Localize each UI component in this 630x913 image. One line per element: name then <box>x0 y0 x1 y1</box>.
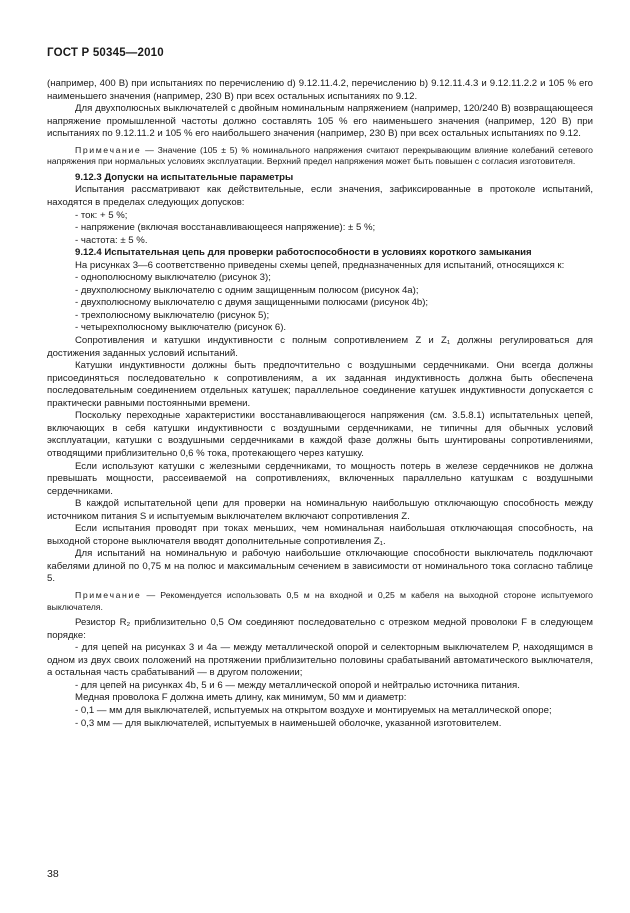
paragraph-11 <box>47 285 593 298</box>
paragraph-text: — Значение (105 ± 5) % номинального напряжения считают перекрывающим влияние колебаний сетевого напряжения при нормальных условиях эксплуатации. Верхний предел напряжения может быть повышен с согласия изготовителя. <box>47 144 593 167</box>
paragraph-18 <box>47 461 593 499</box>
paragraph-text: В каждой испытательной цепи для проверки на номинальную наибольшую отключающую способность между источником питания S и испытуемым выключателем включают сопротивления Z. <box>47 498 593 522</box>
paragraph-20 <box>47 523 593 548</box>
paragraph-14 <box>47 322 593 335</box>
paragraph-text: Примечание <box>75 144 142 155</box>
paragraph-text: - ток: + 5 %; <box>75 209 128 221</box>
paragraph-text: 9.12.3 Допуски на испытательные параметры <box>75 171 294 183</box>
paragraph-16 <box>47 360 593 410</box>
paragraph-text: Для испытаний на номинальную и рабочую наибольшие отключающие способности выключатель подключают кабелями длиной по 0,75 м на полюс и максимальным сечением в зависимости от номинального тока согласно таблице 5. <box>47 548 593 585</box>
paragraph-text: (например, 400 В) при испытаниях по перечислению d) 9.12.11.4.2, перечислению b) 9.12.11.4.3 и 9.12.11.2.2 и 105 % его наименьшего значения (например, 230 В) при всех остальных испытаниях по 9.12. <box>47 78 593 102</box>
paragraph-13 <box>47 310 593 323</box>
paragraph-26 <box>47 692 593 705</box>
paragraph-text: - частота: ± 5 %. <box>75 234 148 246</box>
paragraph-7 <box>47 235 593 248</box>
paragraph-text: — Рекомендуется использовать 0,5 м на входной и 0,25 м кабеля на выходной стороне испытуемого выключателя. <box>47 589 593 612</box>
paragraph-text: 9.12.4 Испытательная цепь для проверки работоспособности в условиях короткого замыкания <box>75 247 532 259</box>
paragraph-10 <box>47 272 593 285</box>
document-body <box>47 78 593 730</box>
paragraph-text: Примечание <box>75 589 142 600</box>
paragraph-text: Поскольку переходные характеристики восстанавливающегося напряжения (см. 3.5.8.1) испытательных цепей, включающих в себя катушки индуктивности с воздушными сердечниками, не типичны для обычных условий эксплуатации, катушки с воздушными сердечниками в каждой фазе должны быть шунтированы сопротивлениями, отводящими приблизительно 0,6 % тока, протекающего через катушку. <box>47 410 593 459</box>
paragraph-17 <box>47 410 593 460</box>
paragraph-text: - 0,1 — мм для выключателей, испытуемых на открытом воздухе и монтируемых на металлической опоре; <box>75 704 552 716</box>
paragraph-text: - четырехполюсному выключателю (рисунок 6). <box>75 322 287 334</box>
paragraph-6 <box>47 222 593 235</box>
paragraph-text: - для цепей на рисунках 3 и 4а — между металлической опорой и селекторным выключателем P, находящимся в одном из двух своих положений на протяжении приблизительно половины срабатываний автоматического выключателя, а остальная часть срабатываний — в другом положении; <box>47 642 593 679</box>
paragraph-text: - двухполюсному выключателю с одним защищенным полюсом (рисунок 4а); <box>75 284 419 296</box>
paragraph-23 <box>47 617 593 642</box>
paragraph-19 <box>47 498 593 523</box>
paragraph-15 <box>47 335 593 360</box>
paragraph-text: Испытания рассматривают как действительные, если значения, зафиксированные в протоколе испытаний, находятся в пределах следующих допусков: <box>47 184 593 209</box>
paragraph-text: Если испытания проводят при токах меньших, чем номинальная наибольшая отключающая способность, на выходной стороне выключателя вводят дополнительные сопротивления Z₁. <box>47 523 593 547</box>
paragraph-25 <box>47 680 593 693</box>
paragraph-text: - 0,3 мм — для выключателей, испытуемых в наименьшей оболочке, указанной изготовителем. <box>75 717 502 729</box>
paragraph-2 <box>47 145 593 168</box>
paragraph-text: - напряжение (включая восстанавливающееся напряжение): ± 5 %; <box>75 222 376 234</box>
paragraph-text: Если используют катушки с железными сердечниками, то мощность потерь в железе сердечников не должна превышать мощности, рассеиваемой на сопротивлениях, включенных параллельно катушкам с воздушными сердечниками. <box>47 460 593 497</box>
paragraph-text: Резистор R₂ приблизительно 0,5 Ом соединяют последовательно с отрезком медной проволоки F в следующем порядке: <box>47 617 593 641</box>
paragraph-3 <box>47 172 593 185</box>
paragraph-21 <box>47 548 593 586</box>
paragraph-8 <box>47 247 593 260</box>
paragraph-text: Для двухполюсных выключателей с двойным номинальным напряжением (например, 120/240 В) возвращающееся напряжение промышленной частоты должно составлять 105 % его наименьшего значения (например, 120 В) при испытаниях по 9.12.11.2 и 105 % его наибольшего значения (например, 230 В) при всех остальных испытаниях по 9.12. <box>47 103 593 140</box>
paragraph-24 <box>47 642 593 680</box>
paragraph-text: Медная проволока F должна иметь длину, как минимум, 50 мм и диаметр: <box>75 692 407 704</box>
paragraph-5 <box>47 210 593 223</box>
paragraph-12 <box>47 297 593 310</box>
paragraph-text: - однополюсному выключателю (рисунок 3); <box>75 272 271 284</box>
paragraph-1 <box>47 103 593 141</box>
paragraph-4 <box>47 184 593 209</box>
standard-designation: ГОСТ Р 50345—2010 <box>47 47 164 59</box>
paragraph-22 <box>47 590 593 613</box>
paragraph-text: На рисунках 3—6 соответственно приведены схемы цепей, предназначенных для испытаний, относящихся к: <box>75 259 565 271</box>
page-number: 38 <box>47 868 59 880</box>
paragraph-text: Сопротивления и катушки индуктивности с полным сопротивлением Z и Z₁ должны регулироваться для достижения заданных условий испытаний. <box>47 335 593 359</box>
paragraph-text: Катушки индуктивности должны быть предпочтительно с воздушными сердечниками. Они всегда должны присоединяться последовательно к сопротивлениям, а их заданная индуктивность должна быть обеспечена последовательным соединением отдельных катушек; параллельное соединение катушек индуктивности допускается с практически равными постоянными времени. <box>47 360 593 409</box>
paragraph-28 <box>47 718 593 731</box>
paragraph-9 <box>47 260 593 273</box>
paragraph-text: - трехполюсному выключателю (рисунок 5); <box>75 309 270 321</box>
paragraph-27 <box>47 705 593 718</box>
paragraph-0 <box>47 78 593 103</box>
paragraph-text: - для цепей на рисунках 4b, 5 и 6 — между металлической опорой и нейтралью источника питания. <box>75 679 520 691</box>
paragraph-text: - двухполюсному выключателю с двумя защищенными полюсами (рисунок 4b); <box>75 297 429 309</box>
